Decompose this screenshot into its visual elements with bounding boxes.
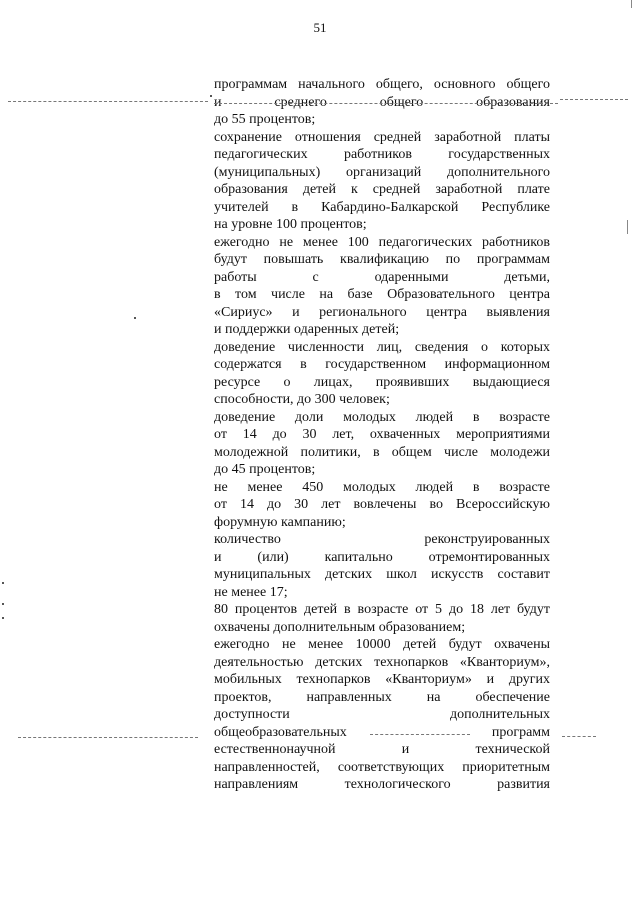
text-line: в том числе на базе Образовательного центра: [214, 287, 550, 302]
text-line: на уровне 100 процентов;: [214, 217, 367, 232]
text-line: 80 процентов детей в возрасте от 5 до 18 лет будут: [214, 602, 550, 617]
text-line: мобильных технопарков «Кванториум» и других: [214, 672, 550, 687]
text-line: программам начального общего, основного общего: [214, 77, 550, 92]
text-line: до 55 процентов;: [214, 112, 316, 127]
scan-artifact-dot: [134, 317, 136, 319]
text-line: количество реконструированных: [214, 532, 550, 547]
text-line: способности, до 300 человек;: [214, 392, 390, 407]
text-line: направлениям технологического развития: [214, 777, 550, 792]
text-line: (муниципальных) организаций дополнительного: [214, 164, 550, 180]
text-line: педагогических работников государственных: [214, 147, 550, 162]
scan-artifact-dot: [2, 617, 4, 619]
scan-artifact-line: [560, 99, 628, 100]
text-line: общеобразовательных программ: [214, 724, 550, 740]
text-line: молодежной политики, в общем числе молодежи: [214, 444, 550, 460]
text-line: и поддержки одаренных детей;: [214, 322, 400, 337]
text-line: «Сириус» и регионального центра выявления: [214, 304, 550, 320]
text-line: от 14 до 30 лет, охваченных мероприятиями: [214, 427, 550, 442]
text-line: доведение численности лиц, сведения о которых: [214, 339, 550, 355]
text-line: доступности дополнительных: [214, 707, 550, 722]
text-line: от 14 до 30 лет вовлечены во Всероссийскую: [214, 497, 550, 512]
scan-artifact-edge: [627, 220, 628, 234]
text-line: содержатся в государственном информационном: [214, 357, 550, 372]
text-line: будут повышать квалификацию по программам: [214, 252, 550, 267]
text-line: ресурсе о лицах, проявивших выдающиеся: [214, 374, 550, 390]
text-line: ежегодно не менее 10000 детей будут охвачены: [214, 637, 550, 652]
scan-artifact-line: [18, 737, 198, 738]
text-line: учителей в Кабардино-Балкарской Республике: [214, 199, 550, 215]
scan-artifact-dot: [2, 603, 4, 605]
scan-artifact-line: [214, 103, 558, 104]
text-line: охвачены дополнительным образованием;: [214, 619, 466, 635]
text-line: работы с одаренными детьми,: [214, 269, 550, 285]
scan-artifact-line: [370, 734, 470, 735]
text-line: естественнонаучной и технической: [214, 742, 550, 757]
text-line: ежегодно не менее 100 педагогических работников: [214, 234, 550, 250]
scan-artifact-line: [562, 736, 596, 737]
text-line: и (или) капитально отремонтированных: [214, 549, 550, 565]
text-line: муниципальных детских школ искусств составит: [214, 567, 550, 582]
text-line: образования детей к средней заработной плате: [214, 182, 550, 197]
text-line: доведение доли молодых людей в возрасте: [214, 409, 550, 425]
text-line: направленностей, соответствующих приоритетным: [214, 759, 550, 775]
scan-artifact-dot: [2, 582, 4, 584]
text-line: не менее 450 молодых людей в возрасте: [214, 479, 550, 495]
text-line: сохранение отношения средней заработной платы: [214, 129, 550, 145]
text-line: и среднего общего образования: [214, 94, 550, 110]
text-line: проектов, направленных на обеспечение: [214, 689, 550, 705]
text-line: деятельностью детских технопарков «Кванториум»,: [214, 654, 550, 670]
scan-artifact-dot: [210, 95, 212, 97]
page-number: 51: [313, 20, 327, 35]
text-line: до 45 процентов;: [214, 462, 316, 477]
document-body: [214, 76, 550, 794]
text-line: не менее 17;: [214, 584, 288, 600]
scan-artifact-line: [8, 101, 208, 102]
scan-artifact-edge: [631, 0, 632, 8]
text-line: форумную кампанию;: [214, 514, 346, 530]
